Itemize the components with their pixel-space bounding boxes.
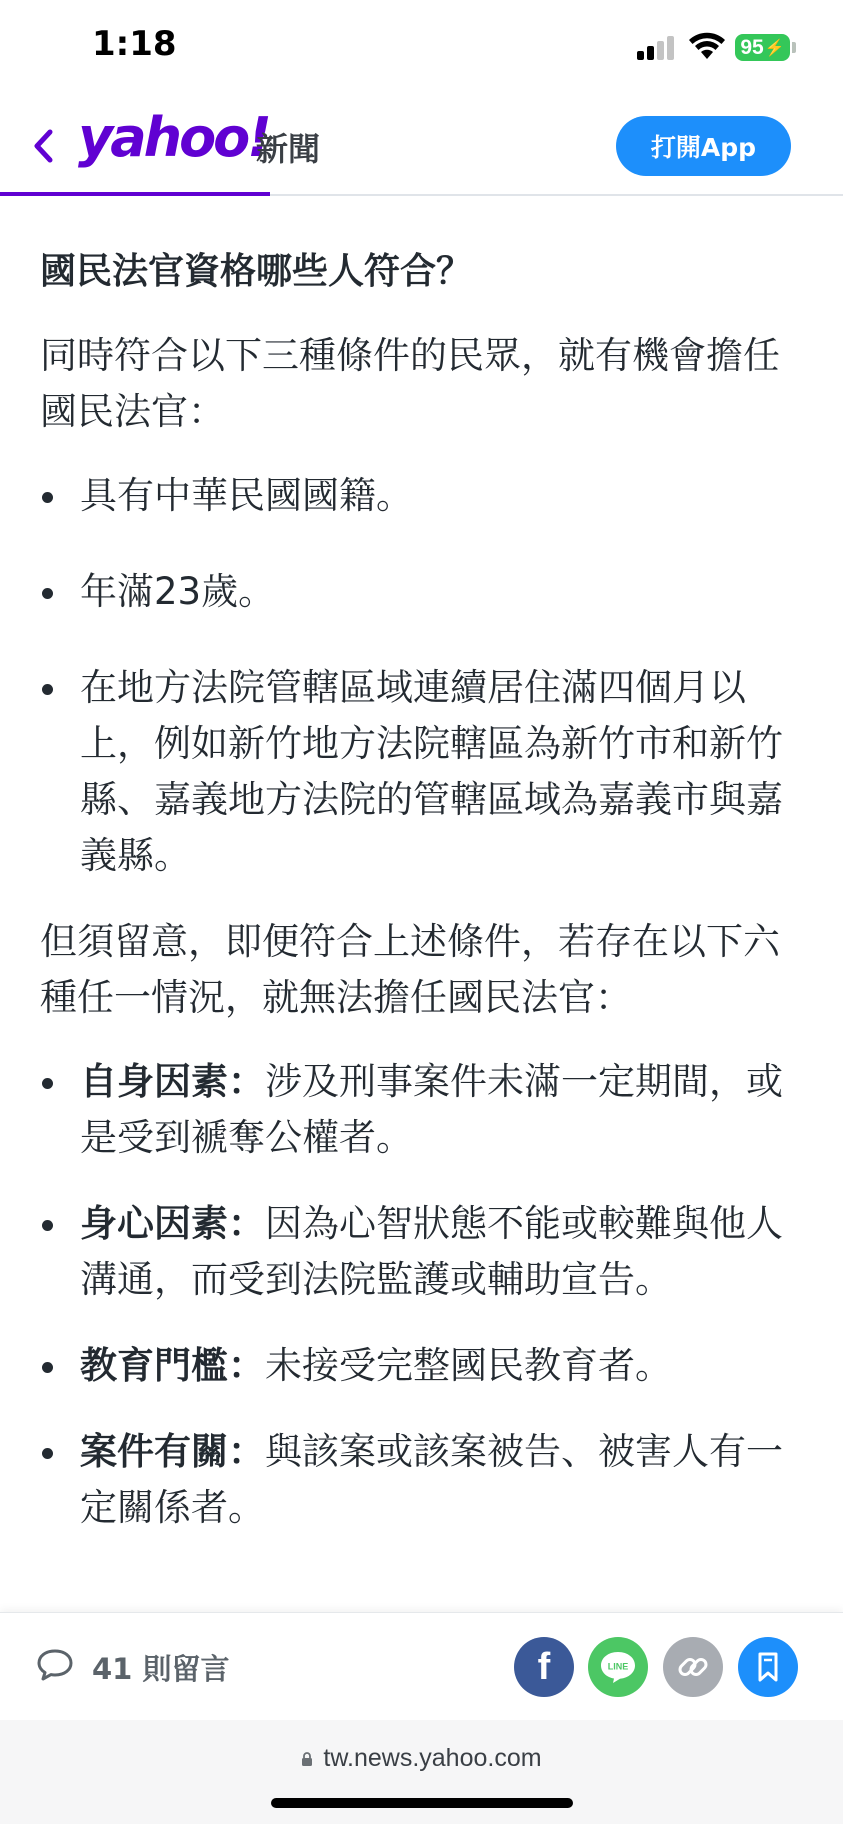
lock-icon [301,1745,313,1759]
site-header [0,98,843,196]
comments-link[interactable]: 41 則留言 [92,1652,230,1686]
charging-bolt-icon: ⚡ [764,39,785,57]
list-item: 具有中華民國國籍。 [40,468,810,524]
home-indicator[interactable] [271,1798,573,1808]
line-icon-text: LINE [607,1661,629,1672]
exclusion-text: 涉及刑事案件未滿一定期間，或是受到褫奪公權者。 [80,1060,783,1159]
bookmark-button[interactable] [738,1637,798,1697]
article-subheading: 國民法官資格哪些人符合？ [40,251,473,292]
bookmark-icon [755,1651,781,1683]
wifi-icon [688,32,726,60]
url-text: tw.news.yahoo.com [323,1744,542,1772]
list-item [40,1338,810,1394]
facebook-share-button[interactable] [514,1637,574,1697]
battery-cap [792,42,796,53]
facebook-icon: f [537,1645,551,1688]
exclusion-text: 與該案或該案被告、被害人有一定關係者。 [80,1430,783,1529]
exclusion-paragraph: 但須留意，即便符合上述條件，若存在以下六種任一情況，就無法擔任國民法官： [40,920,780,1019]
reading-progress-fill [0,192,270,196]
cellular-signal-icon [637,36,677,60]
list-item [40,1196,810,1308]
exclusions-list [40,1054,810,1536]
exclusion-label: 教育門檻： [80,1344,265,1387]
list-item: 年滿23歲。 [40,564,810,620]
list-item [40,1424,810,1536]
list-item: 在地方法院管轄區域連續居住滿四個月以上，例如新竹地方法院轄區為新竹市和新竹縣、嘉義地方法院的管轄區域為嘉義市與嘉義縣。 [40,660,810,884]
comment-bubble-icon[interactable] [36,1647,74,1683]
back-chevron-icon[interactable] [26,122,62,170]
intro-paragraph: 同時符合以下三種條件的民眾，就有機會擔任國民法官： [40,334,780,433]
conditions-list [40,468,810,884]
list-item [40,1054,810,1166]
exclusion-label: 身心因素： [80,1202,265,1245]
browser-url-bar[interactable] [0,1720,843,1824]
news-section-label: 新聞 [256,130,321,168]
link-icon [676,1650,710,1684]
url-display[interactable] [0,1744,843,1773]
open-app-button[interactable]: 打開App [616,116,791,176]
exclusion-text: 未接受完整國民教育者。 [265,1344,672,1387]
exclusion-label: 案件有關： [80,1430,265,1473]
line-icon [598,1649,638,1685]
yahoo-logo[interactable]: yahoo! [78,106,269,169]
exclusion-label: 自身因素： [80,1060,265,1103]
battery-level: 95 [740,35,764,59]
exclusion-text: 因為心智狀態不能或較難與他人溝通，而受到法院監護或輔助宣告。 [80,1202,783,1301]
battery-indicator [735,34,790,61]
reading-progress-bar [0,192,843,196]
status-time: 1:18 [92,24,177,64]
status-bar [0,0,843,98]
article-toolbar [0,1612,843,1720]
line-share-button[interactable] [588,1637,648,1697]
copy-link-button[interactable] [663,1637,723,1697]
article-body [40,246,810,1536]
